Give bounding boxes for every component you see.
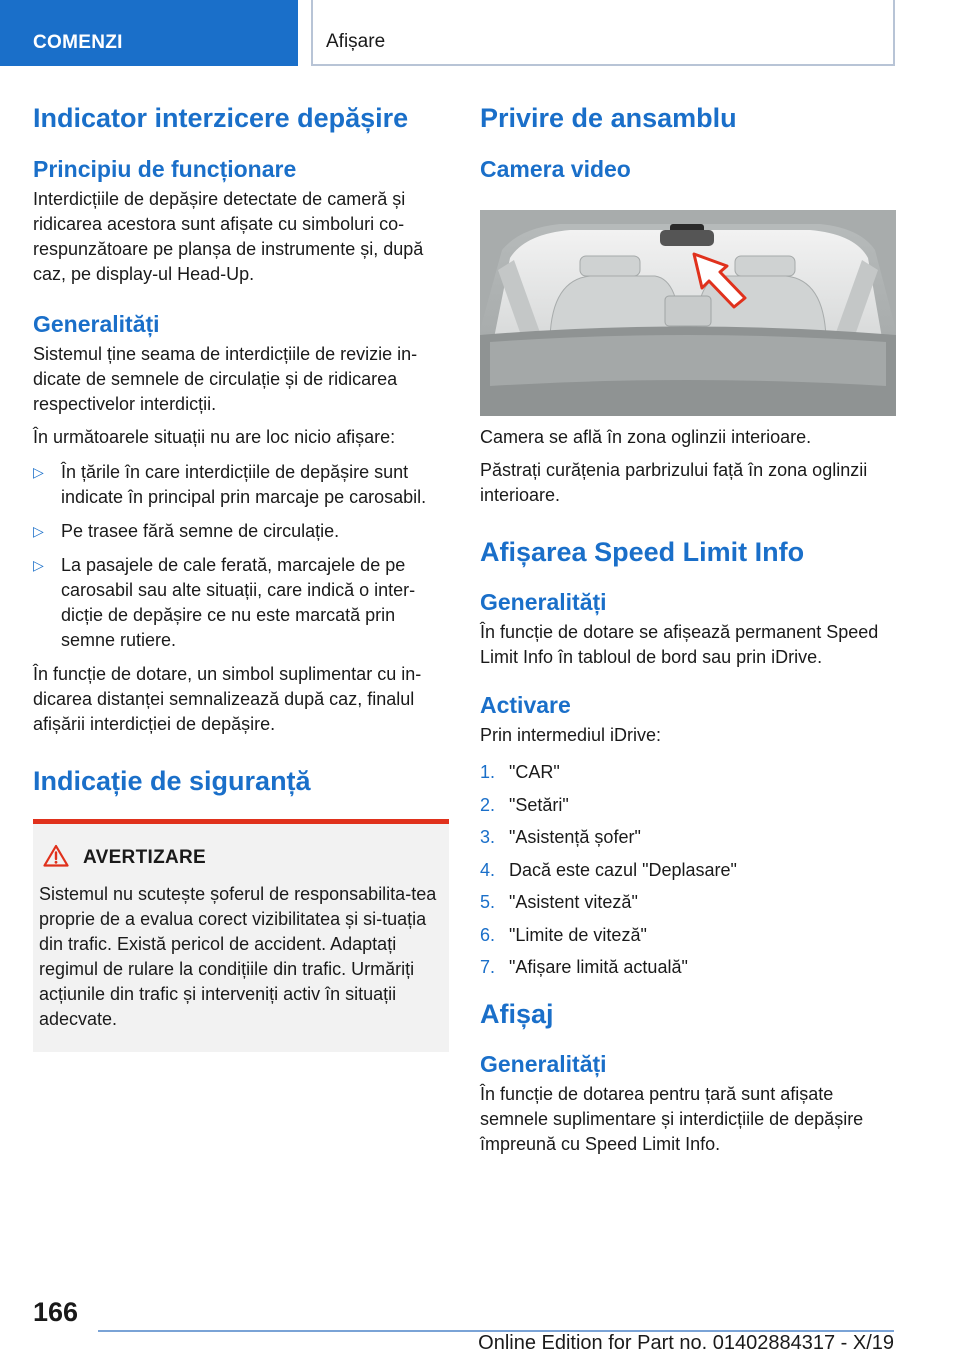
principle-heading: Principiu de funcționare	[33, 156, 297, 182]
triangle-bullet-icon: ▷	[33, 557, 44, 573]
list-item: 1. "CAR"	[480, 762, 560, 782]
camera-heading: Camera video	[480, 156, 631, 182]
general1-text: În funcție de dotare se afișează permanent Speed Limit Info în tabloul de bord sau prin iDrive.	[480, 622, 879, 667]
principle-text: Interdicțiile de depășire detectate de cameră și ridicarea acestora sunt afișate cu simboluri co-respunzătoare pe planșa de instrumente și, după caz, pe display-ul Head-Up.	[33, 189, 424, 284]
list-item: ▷ La pasajele de cale ferată, marcajele de pe carosabil sau alte situații, care indică o inter-dicție de depășire ce nu este marcată prin semne rutiere.	[33, 555, 416, 650]
triangle-bullet-icon: ▷	[33, 464, 44, 480]
warning-triangle-icon	[43, 844, 83, 872]
overview-heading: Privire de ansamblu	[480, 103, 737, 133]
general-text: Sistemul ține seama de interdicțiile de revizie in-dicate de semnele de circulație și de ridicarea respectivelor interdicții.	[33, 344, 418, 414]
warning-box	[33, 819, 449, 1052]
list-item: 5. "Asistent viteză"	[480, 892, 638, 912]
no-display-text: În următoarele situații nu are loc nicio afișare:	[33, 427, 396, 447]
situations-list	[33, 460, 449, 653]
general2-text: În funcție de dotarea pentru țară sunt afișate semnele suplimentare și interdicțiile de depășire împreună cu Speed Limit Info.	[480, 1084, 864, 1154]
page-number: 166	[33, 1297, 79, 1327]
left-column	[33, 100, 449, 1052]
edition-note: Online Edition for Part no. 01402884317 - X/19	[478, 1332, 894, 1354]
overtaking-indicator-title: Indicator interzicere depășire	[33, 103, 409, 133]
list-item: ▷ În țările în care interdicțiile de depășire sunt indicate în principal prin marcaje pe carosabil.	[33, 462, 427, 507]
general2-heading: Generalități	[480, 1051, 607, 1077]
camera-location-text: Camera se află în zona oglinzii interioare.	[480, 427, 812, 447]
warning-text: Sistemul nu scutește șoferul de responsabilita-tea proprie de a evalua corect vizibilitatea și si-tuația din trafic. Există pericol de accident. Adaptați regimul de rulare la condițiile din trafic. Urmăriți acțiunile din trafic și interveniți activ în situații adecvate.	[39, 884, 437, 1029]
list-item: 7. "Afișare limită actuală"	[480, 957, 688, 977]
chapter-tab: COMENZI	[0, 0, 298, 66]
car-interior-photo	[480, 210, 896, 416]
right-column	[480, 100, 896, 1157]
general-heading: Generalități	[33, 311, 160, 337]
list-item: ▷ Pe trasee fără semne de circulație.	[33, 519, 449, 544]
warning-title: AVERTIZARE	[83, 847, 206, 868]
general1-heading: Generalități	[480, 589, 607, 615]
list-item: 4. Dacă este cazul "Deplasare"	[480, 859, 737, 880]
activation-heading: Activare	[480, 692, 571, 718]
safety-heading: Indicație de siguranță	[33, 766, 311, 796]
equipment-text: În funcție de dotare, un simbol suplimentar cu in-dicarea distanței semnalizează după caz, finalul afișării interdicției de depășire.	[33, 664, 422, 734]
idrive-steps-list	[480, 760, 896, 980]
section-tab: Afișare	[311, 0, 895, 66]
display-heading: Afișaj	[480, 999, 554, 1029]
list-item: 6. "Limite de viteză"	[480, 924, 647, 945]
activation-text: Prin intermediul iDrive:	[480, 725, 662, 745]
triangle-bullet-icon: ▷	[33, 523, 44, 539]
speed-limit-heading: Afișarea Speed Limit Info	[480, 537, 805, 567]
camera-clean-text: Păstrați curățenia parbrizului față în zona oglinzii interioare.	[480, 460, 868, 505]
list-item: 3. "Asistență șofer"	[480, 827, 641, 847]
list-item: 2. "Setări"	[480, 794, 569, 815]
